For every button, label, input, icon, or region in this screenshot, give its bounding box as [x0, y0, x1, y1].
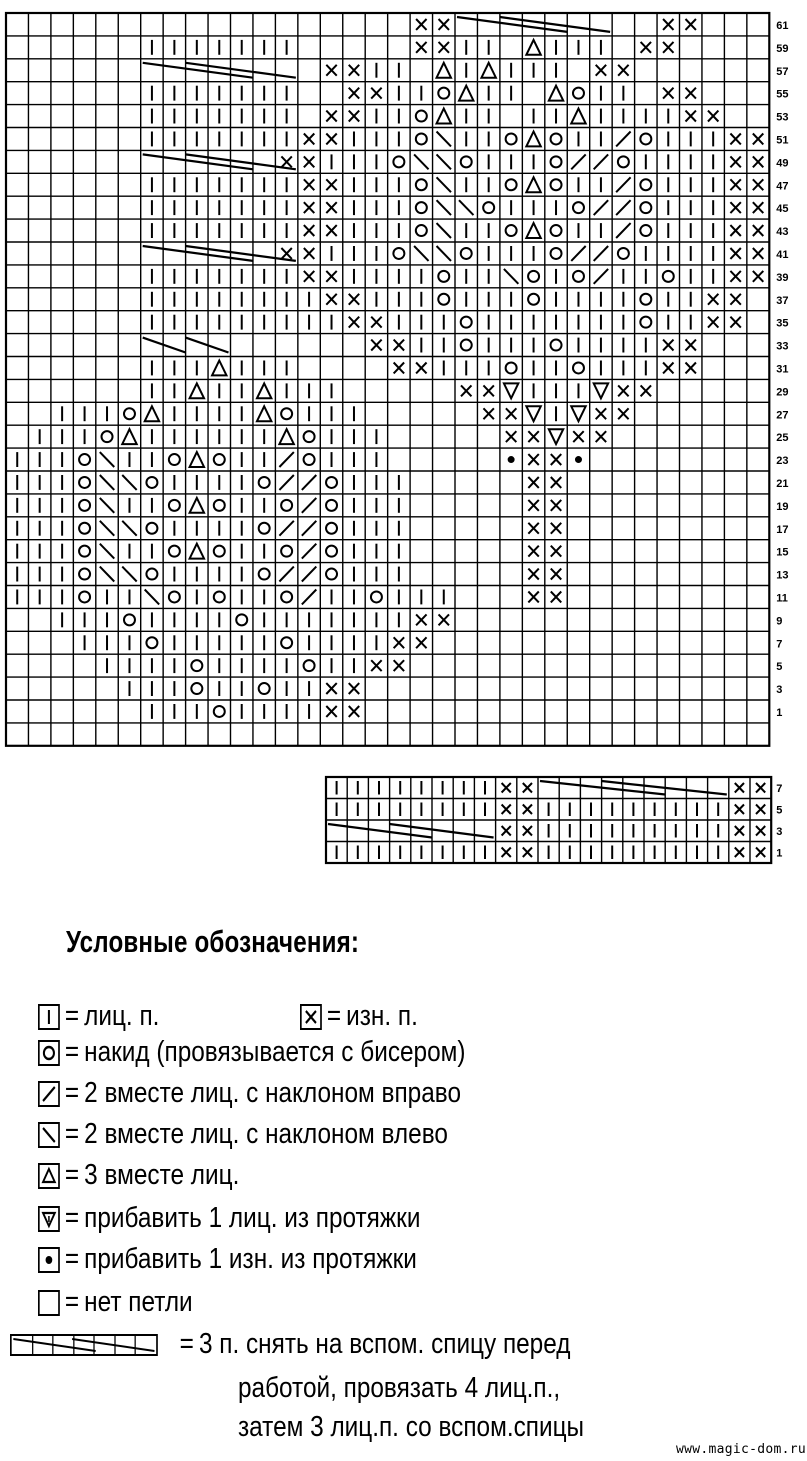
yarn-over-symbol-icon — [38, 1040, 60, 1066]
row-label: 59 — [776, 42, 789, 55]
row-label: 49 — [776, 157, 789, 170]
row-label: 1 — [776, 847, 783, 860]
row-label: 55 — [776, 88, 789, 101]
no-stitch-symbol-icon — [38, 1290, 60, 1316]
legend-item-knit: = лиц. п. — [38, 1000, 159, 1033]
row-label: 15 — [776, 546, 789, 559]
k2tog-right-symbol-icon — [38, 1081, 60, 1107]
row-label: 29 — [776, 386, 789, 399]
row-label: 57 — [776, 65, 789, 78]
cable-note-line-3: затем 3 лиц.п. со вспом.спицы — [238, 1411, 585, 1443]
legend-text: прибавить 1 изн. из протяжки — [84, 1243, 417, 1275]
legend-item-no-stitch: = нет петли — [38, 1286, 193, 1319]
cable-note-line-2: работой, провязать 4 лиц.п., — [238, 1372, 561, 1404]
row-label: 21 — [776, 478, 789, 490]
row-label: 23 — [776, 455, 789, 468]
main-row-labels — [776, 20, 788, 719]
k3tog-symbol-icon — [38, 1163, 60, 1189]
row-label: 7 — [776, 638, 783, 651]
small-stitch-grid — [326, 777, 771, 863]
legend-item-cable: = 3 п. снять на вспом. спицу перед — [10, 1328, 570, 1361]
legend-item-purl: = изн. п. — [300, 1000, 418, 1033]
knit-symbol-icon — [38, 1004, 60, 1030]
row-label: 47 — [776, 180, 789, 193]
row-label: 3 — [776, 826, 783, 838]
main-stitch-grid — [6, 13, 769, 746]
row-label: 51 — [776, 134, 789, 147]
row-label: 33 — [776, 340, 789, 353]
legend-text: изн. п. — [346, 1000, 418, 1032]
row-label: 7 — [776, 783, 783, 795]
cable-symbol-icon — [10, 1334, 158, 1356]
k2tog-left-symbol-icon — [38, 1122, 60, 1148]
legend-text: 3 п. снять на вспом. спицу перед — [198, 1328, 571, 1360]
small-row-labels — [776, 783, 782, 860]
row-label: 17 — [776, 523, 789, 536]
legend-text: 2 вместе лиц. с наклоном вправо — [84, 1077, 461, 1109]
row-label: 3 — [776, 684, 783, 697]
legend-text: 2 вместе лиц. с наклоном влево — [84, 1118, 448, 1150]
row-label: 5 — [776, 804, 783, 817]
row-label: 39 — [776, 271, 789, 284]
row-label: 13 — [776, 569, 789, 582]
row-label: 37 — [776, 294, 789, 307]
purl-symbol-icon — [300, 1004, 322, 1030]
watermark: www.magic-dom.ru — [676, 1442, 807, 1457]
legend-item-increase-knit: = прибавить 1 лиц. из протяжки — [38, 1202, 420, 1235]
row-label: 11 — [776, 592, 788, 605]
row-label: 41 — [776, 249, 789, 261]
row-label: 5 — [776, 661, 783, 674]
row-label: 31 — [776, 363, 789, 376]
legend-title: Условные обозначения: — [66, 924, 360, 959]
legend-text: лиц. п. — [84, 1000, 160, 1032]
row-label: 19 — [776, 500, 789, 513]
legend-item-k2tog-right: = 2 вместе лиц. с наклоном вправо — [38, 1077, 461, 1110]
row-label: 35 — [776, 317, 789, 330]
legend-item-k2tog-left: = 2 вместе лиц. с наклоном влево — [38, 1118, 448, 1151]
row-label: 43 — [776, 226, 789, 239]
row-label: 9 — [776, 615, 783, 628]
increase-purl-symbol-icon — [38, 1247, 60, 1273]
legend-item-yarn-over: = накид (провязывается с бисером) — [38, 1036, 466, 1069]
legend-text: 3 вместе лиц. — [84, 1159, 240, 1191]
row-label: 1 — [776, 707, 783, 719]
row-label: 25 — [776, 432, 789, 445]
legend-text: накид (провязывается с бисером) — [84, 1036, 466, 1068]
legend-text: прибавить 1 лиц. из протяжки — [84, 1202, 421, 1234]
row-label: 61 — [776, 20, 789, 32]
row-label: 45 — [776, 203, 789, 216]
legend-item-increase-purl: = прибавить 1 изн. из протяжки — [38, 1243, 417, 1276]
row-label: 27 — [776, 409, 789, 422]
legend-text: нет петли — [84, 1286, 193, 1318]
legend-item-k3tog: = 3 вместе лиц. — [38, 1159, 239, 1192]
increase-knit-symbol-icon — [38, 1206, 60, 1232]
row-label: 53 — [776, 111, 789, 124]
